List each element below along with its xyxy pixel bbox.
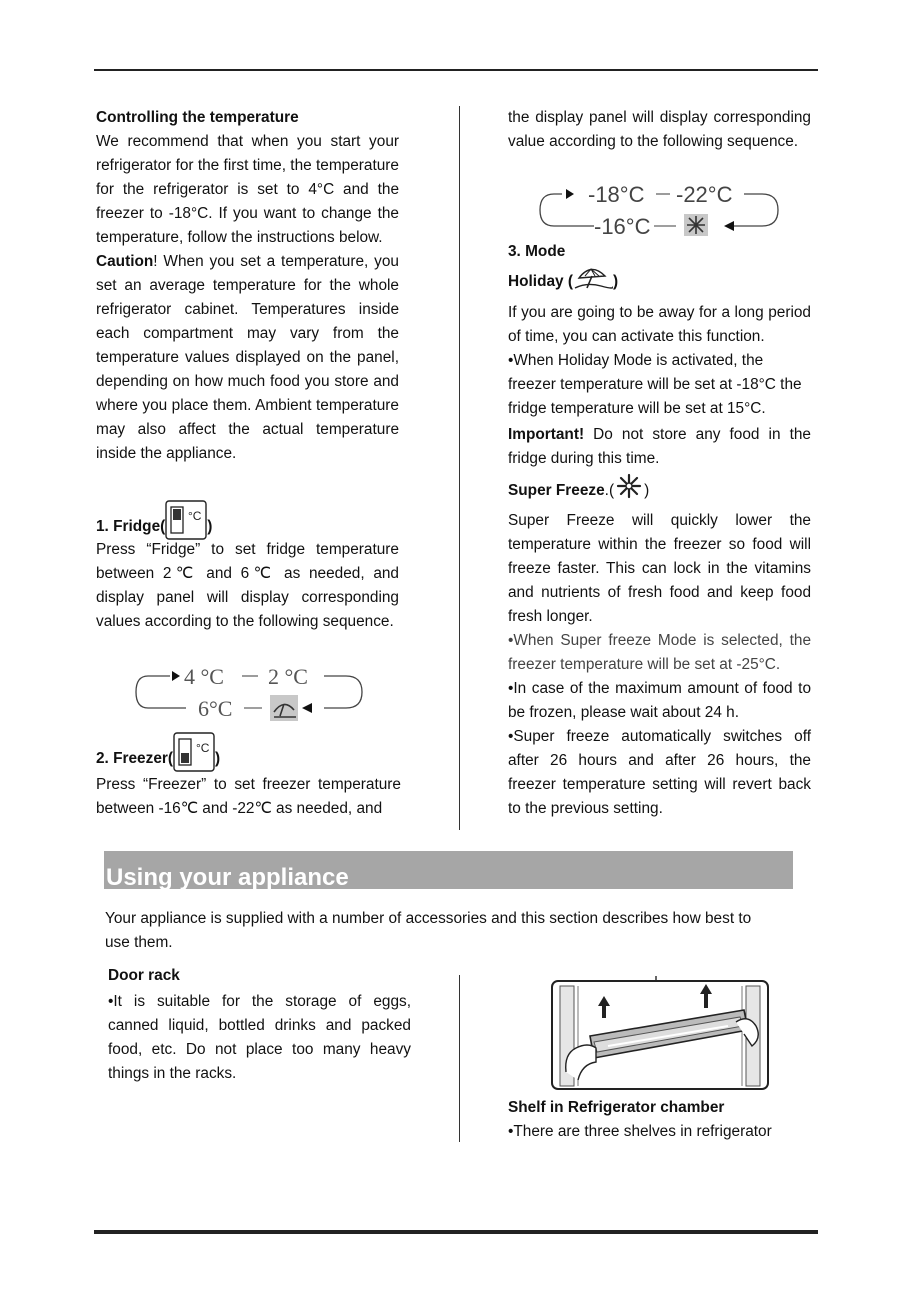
door-rack-heading: Door rack	[108, 967, 180, 984]
section-intro: Your appliance is supplied with a number of accessories and this section describes how best to use them.	[105, 910, 752, 951]
superfreeze-bullet-3: •Super freeze automatically switches off after 26 hours and after 26 hours, the freezer temperature setting will revert back to the previous setting.	[508, 728, 811, 817]
freezer-sequence-diagram	[538, 178, 782, 242]
fridge-icon-unit: °C	[188, 509, 202, 523]
fridge-heading: 1. Fridge(	[96, 518, 166, 536]
section-banner	[104, 851, 793, 889]
right-column-top	[508, 106, 811, 154]
freezer-seq-temp-3: -16°C	[594, 214, 651, 239]
arrow-left-icon	[302, 703, 312, 713]
important-label: Important!	[508, 426, 585, 443]
door-rack-block	[108, 964, 411, 1086]
loop-line-right	[324, 676, 362, 708]
column-divider	[459, 106, 460, 830]
superfreeze-text: Super Freeze will quickly lower the temperature within the freezer so food will freeze faster. This can lock in the vitamins and nutrients of fresh food and keep food fresh longer.	[508, 512, 811, 625]
holiday-umbrella-icon	[573, 264, 613, 300]
holiday-label: Holiday (	[508, 273, 573, 291]
column-divider	[459, 975, 460, 1142]
display-continuation: the display panel will display corresponding value according to the following sequence.	[508, 109, 811, 150]
snowflake-icon	[614, 473, 644, 509]
fridge-seq-temp-1: 4 °C	[184, 664, 224, 689]
freezer-seq-temp-1: -18°C	[588, 182, 645, 207]
freezer-seq-temp-2: -22°C	[676, 182, 733, 207]
holiday-bullet-1: •When Holiday Mode is activated, the freezer temperature will be set at -18°C the fridge temperature will be set at 15°C.	[508, 352, 802, 417]
fridge-heading-close: )	[207, 518, 213, 536]
important-paragraph	[508, 423, 811, 471]
freezer-icon-unit: °C	[196, 741, 210, 755]
caution-text: ! When you set a temperature, you set an average temperature for the whole refrigerator cabinet. Temperatures inside each compartment may vary from the temperature values displayed on the panel, depending on how much food you store and where you place them. Ambient temperature may also affect the actual temperature inside the appliance.	[96, 253, 399, 462]
superfreeze-label: Super Freeze	[508, 482, 605, 500]
fridge-sequence-diagram	[134, 660, 366, 724]
caution-paragraph	[96, 250, 399, 466]
freezer-text-block	[96, 773, 401, 821]
holiday-close: )	[613, 273, 619, 291]
door-rack-illustration	[548, 976, 772, 1092]
controlling-heading: Controlling the temperature	[96, 109, 299, 126]
fridge-seq-temp-3: 6°C	[198, 696, 233, 721]
arrow-left-icon	[724, 221, 734, 231]
shelf-text: •There are three shelves in refrigerator	[508, 1123, 772, 1140]
caution-label: Caution	[96, 253, 154, 270]
fridge-text-block	[96, 538, 399, 634]
door-rack-text: •It is suitable for the storage of eggs, canned liquid, bottled drinks and packed food, etc. Do not place too many heavy things in the racks.	[108, 993, 411, 1082]
holiday-text: If you are going to be away for a long period of time, you can activate this function.	[508, 304, 811, 345]
holiday-heading-row	[508, 264, 811, 300]
bottom-rule	[94, 1230, 818, 1234]
loop-line-left	[136, 676, 186, 708]
superfreeze-open: .(	[604, 482, 615, 500]
shelf-block	[508, 1096, 811, 1144]
section-intro-block	[105, 907, 765, 955]
section-title: Using your appliance	[106, 864, 349, 891]
intro-paragraph: We recommend that when you start your refrigerator for the first time, the temperature for the refrigerator is set to 4°C and the freezer to -18°C. If you want to change the temperature, follow the instructions below.	[96, 133, 399, 246]
superfreeze-heading-row	[508, 473, 811, 509]
fridge-seq-temp-2: 2 °C	[268, 664, 308, 689]
mode-heading: 3. Mode	[508, 243, 566, 260]
left-column	[96, 106, 399, 466]
fridge-text: Press “Fridge” to set fridge temperature between 2℃ and 6℃ as needed, and display panel will display corresponding values according to the following sequence.	[96, 541, 399, 630]
arrow-right-icon	[172, 671, 180, 681]
freezer-heading-close: )	[215, 750, 221, 768]
right-column-mode	[508, 240, 811, 821]
important-text: Do not store any food in the fridge during this time.	[508, 426, 811, 467]
freezer-heading: 2. Freezer(	[96, 750, 173, 768]
superfreeze-bullet-2: •In case of the maximum amount of food to be frozen, please wait about 24 h.	[508, 680, 811, 721]
arrow-right-icon	[566, 189, 574, 199]
top-rule	[94, 69, 818, 71]
freezer-text: Press “Freezer” to set freezer temperature between -16℃ and -22℃ as needed, and	[96, 776, 401, 817]
superfreeze-bullet-1: •When Super freeze Mode is selected, the freezer temperature will be set at -25°C.	[508, 632, 811, 673]
superfreeze-close: )	[644, 482, 650, 500]
shelf-heading: Shelf in Refrigerator chamber	[508, 1099, 725, 1116]
